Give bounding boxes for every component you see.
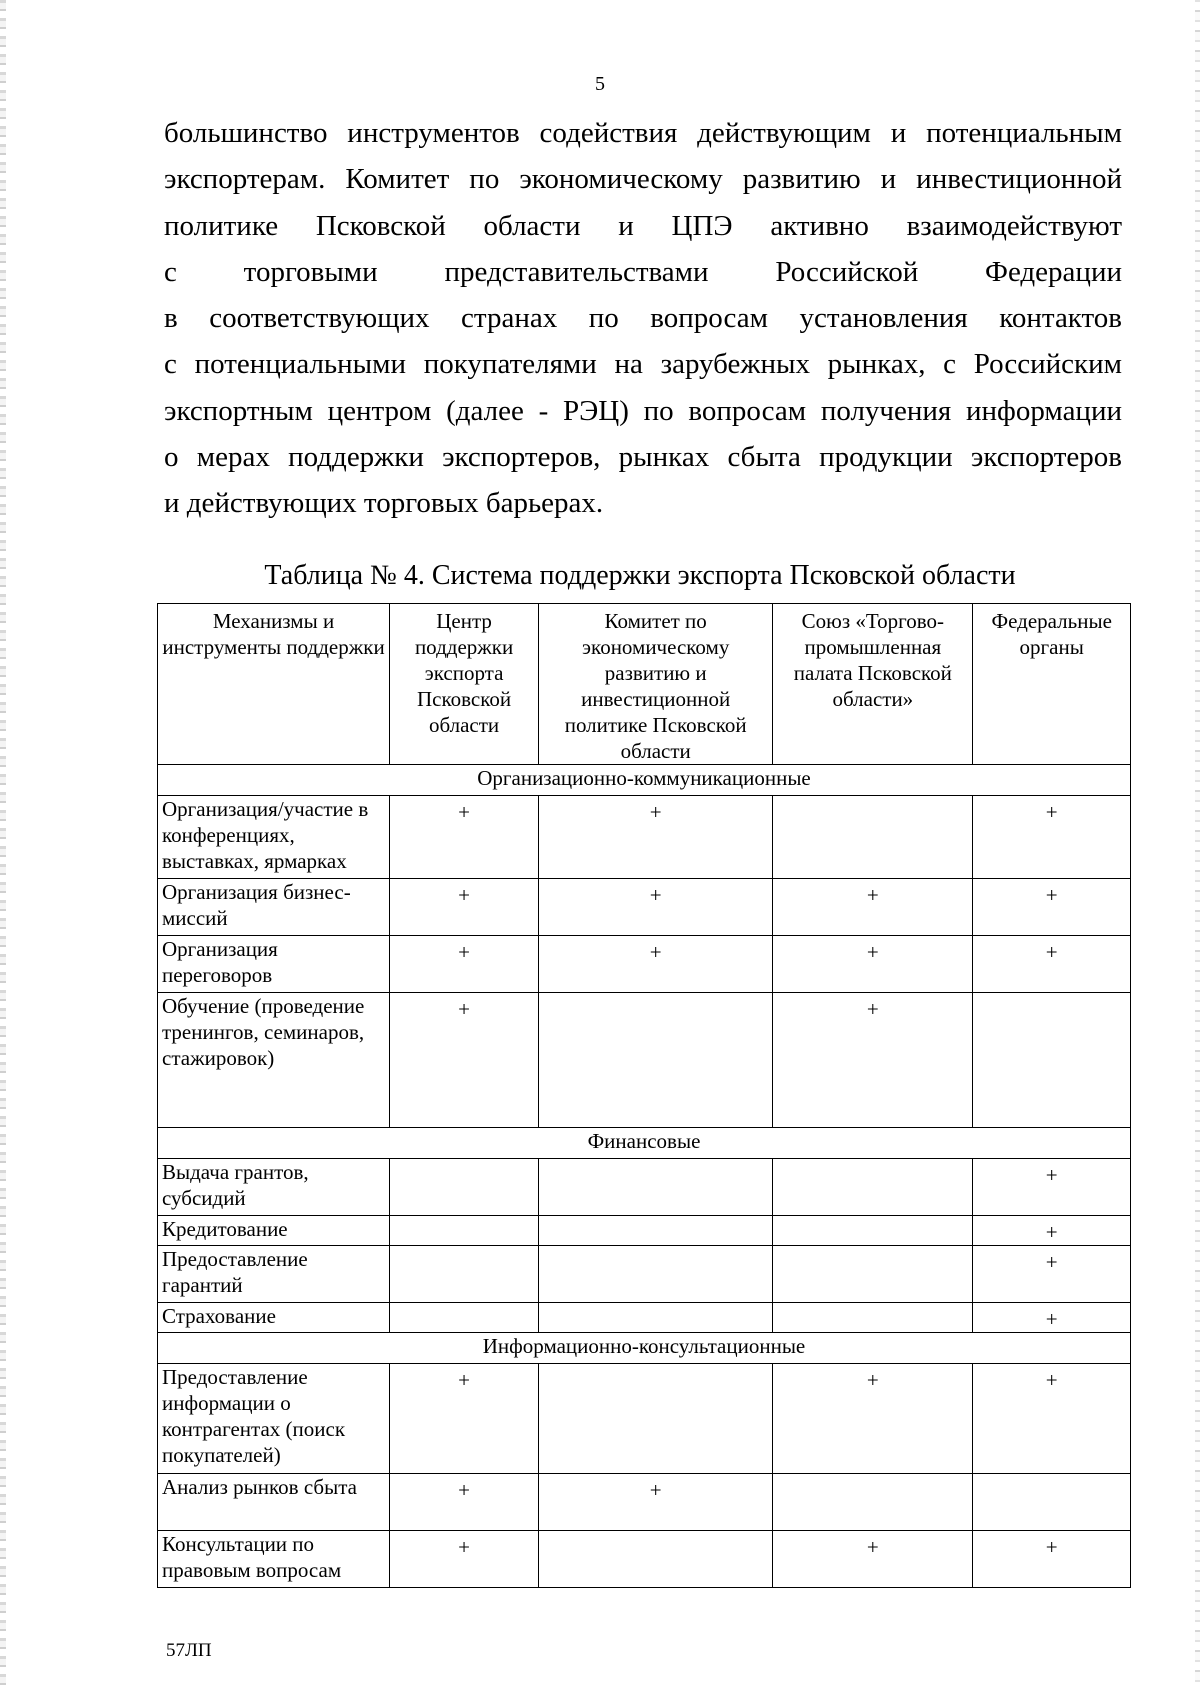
row-label: Анализ рынков сбыта — [158, 1474, 390, 1531]
section-title: Организационно-коммуникационные — [158, 765, 1131, 796]
paragraph-line: о мерах поддержки экспортеров, рынках сбыта продукции экспортеров — [164, 441, 1122, 474]
plus-mark: + — [773, 993, 973, 1128]
plus-mark — [773, 796, 973, 879]
table-row — [158, 1531, 1131, 1588]
plus-mark — [539, 1246, 773, 1303]
section-row — [158, 1128, 1131, 1159]
paragraph-line: с потенциальными покупателями на зарубежных рынках, с Российским — [164, 348, 1122, 381]
plus-mark — [390, 1216, 539, 1246]
plus-mark: + — [973, 1303, 1131, 1333]
plus-mark — [539, 1303, 773, 1333]
plus-mark: + — [973, 796, 1131, 879]
plus-mark: + — [973, 936, 1131, 993]
row-label: Организация переговоров — [158, 936, 390, 993]
row-label: Предоставление гарантий — [158, 1246, 390, 1303]
table-row — [158, 993, 1131, 1128]
plus-mark — [390, 1159, 539, 1216]
table-row — [158, 879, 1131, 936]
header-cell: Комитет по экономическому развитию и инвестиционной политике Псковской области — [539, 604, 773, 765]
section-title: Информационно-консультационные — [158, 1333, 1131, 1364]
plus-mark — [539, 1159, 773, 1216]
plus-mark — [539, 1216, 773, 1246]
plus-mark: + — [390, 936, 539, 993]
table-row — [158, 1474, 1131, 1531]
plus-mark — [539, 1531, 773, 1588]
plus-mark: + — [773, 1364, 973, 1474]
section-title: Финансовые — [158, 1128, 1131, 1159]
table-row — [158, 936, 1131, 993]
plus-mark — [773, 1159, 973, 1216]
plus-mark — [539, 1364, 773, 1474]
body-paragraph — [164, 110, 1122, 527]
plus-mark: + — [539, 879, 773, 936]
table-caption: Таблица № 4. Система поддержки экспорта Псковской области — [264, 560, 1016, 591]
header-cell: Центр поддержки экспорта Псковской области — [390, 604, 539, 765]
paragraph-line: большинство инструментов содействия действующим и потенциальным — [164, 117, 1122, 149]
plus-mark: + — [390, 796, 539, 879]
plus-mark: + — [539, 936, 773, 993]
document-code: 57ЛП — [166, 1640, 212, 1661]
paragraph-line: с торговыми представительствами Российской Федерации — [164, 255, 1122, 288]
scan-edge-right — [1195, 0, 1200, 1686]
section-row — [158, 765, 1131, 796]
plus-mark — [973, 993, 1131, 1128]
plus-mark — [773, 1474, 973, 1531]
row-label: Выдача грантов, субсидий — [158, 1159, 390, 1216]
table-row — [158, 1216, 1131, 1246]
plus-mark: + — [773, 879, 973, 936]
plus-mark: + — [539, 796, 773, 879]
plus-mark — [390, 1246, 539, 1303]
plus-mark: + — [390, 1531, 539, 1588]
row-label: Организация/участие в конференциях, выставках, ярмарках — [158, 796, 390, 879]
export-support-table — [157, 603, 1131, 1588]
plus-mark: + — [390, 993, 539, 1128]
table-row — [158, 1159, 1131, 1216]
table-header-row — [158, 604, 1131, 765]
paragraph-line: политике Псковской области и ЦПЭ активно взаимодействуют — [164, 209, 1122, 242]
plus-mark — [390, 1303, 539, 1333]
plus-mark — [973, 1474, 1131, 1531]
table-row — [158, 796, 1131, 879]
plus-mark: + — [973, 1159, 1131, 1216]
plus-mark: + — [973, 1216, 1131, 1246]
table-row — [158, 1364, 1131, 1474]
row-label: Обучение (проведение тренингов, семинаров, стажировок) — [158, 993, 390, 1128]
header-cell: Федеральные органы — [973, 604, 1131, 765]
row-label: Кредитование — [158, 1216, 390, 1246]
row-label: Страхование — [158, 1303, 390, 1333]
plus-mark: + — [539, 1474, 773, 1531]
paragraph-line: экспортным центром (далее - РЭЦ) по вопросам получения информации — [164, 394, 1122, 427]
plus-mark — [773, 1303, 973, 1333]
plus-mark: + — [973, 879, 1131, 936]
page-number: 5 — [595, 73, 605, 95]
plus-mark — [539, 993, 773, 1128]
scan-edge-left — [0, 0, 6, 1686]
table-row — [158, 1246, 1131, 1303]
row-label: Предоставление информации о контрагентах (поиск покупателей) — [158, 1364, 390, 1474]
plus-mark: + — [973, 1364, 1131, 1474]
plus-mark: + — [973, 1531, 1131, 1588]
plus-mark: + — [390, 879, 539, 936]
plus-mark: + — [390, 1364, 539, 1474]
plus-mark: + — [773, 1531, 973, 1588]
header-cell: Союз «Торгово-промышленная палата Псковской области» — [773, 604, 973, 765]
paragraph-line: в соответствующих странах по вопросам установления контактов — [164, 302, 1122, 335]
plus-mark: + — [773, 936, 973, 993]
plus-mark: + — [973, 1246, 1131, 1303]
row-label: Организация бизнес-миссий — [158, 879, 390, 936]
header-cell: Механизмы и инструменты поддержки — [158, 604, 390, 765]
table-row — [158, 1303, 1131, 1333]
paragraph-line: и действующих торговых барьерах. — [164, 487, 604, 520]
row-label: Консультации по правовым вопросам — [158, 1531, 390, 1588]
plus-mark — [773, 1216, 973, 1246]
plus-mark: + — [390, 1474, 539, 1531]
plus-mark — [773, 1246, 973, 1303]
paragraph-line: экспортерам. Комитет по экономическому развитию и инвестиционной — [164, 163, 1122, 196]
section-row — [158, 1333, 1131, 1364]
